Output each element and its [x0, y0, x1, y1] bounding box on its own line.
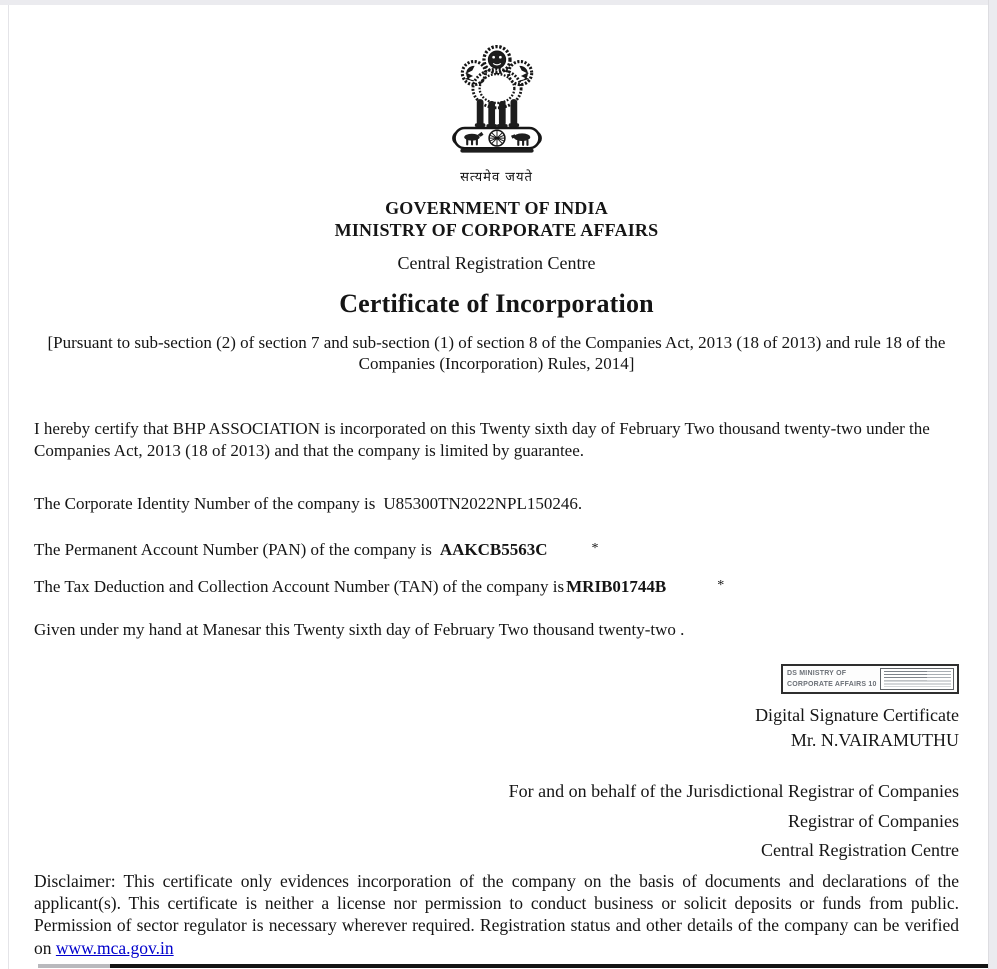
certificate-page: [9, 5, 988, 969]
emblem-motto: सत्यमेव जयते: [460, 170, 533, 185]
stamp-microtext-panel: [880, 668, 954, 690]
bottom-table-rule: [38, 964, 988, 968]
digital-signature-stamp: [781, 664, 959, 694]
stamp-microtext-lines-dense: [884, 671, 927, 681]
emblem-block: [34, 43, 959, 185]
digital-signature-certificate-label: Digital Signature Certificate: [755, 705, 959, 725]
stamp-label-line1: DS MINISTRY OF: [787, 670, 847, 677]
certification-paragraph: I hereby certify that BHP ASSOCIATION is incorporated on this Twenty sixth day of February Two thousand twenty-two under the Companies Act, 2013 (18 of 2013) and that the company is limited by guarantee.: [34, 419, 930, 460]
header-central-registration-centre: Central Registration Centre: [397, 253, 596, 273]
cin-value: U85300TN2022NPL150246.: [383, 494, 583, 513]
behalf-central-registration-centre: Central Registration Centre: [761, 840, 959, 860]
india-national-emblem-icon: [444, 43, 550, 161]
stamp-label-line2: CORPORATE AFFAIRS 10: [787, 680, 877, 688]
disclaimer-text: Disclaimer: This certificate only evidences incorporation of the company on the basis of documents and declarations of the applicant(s). This certificate is neither a license nor permission to conduct business or solicit deposits or funds from public. Permission of sector regulator is necessary wherever required. Registration status and other details of the company can be verified on: [34, 870, 959, 958]
document-title: Certificate of Incorporation: [339, 289, 654, 318]
cin-line: [34, 494, 959, 514]
signer-name: Mr. N.VAIRAMUTHU: [790, 729, 959, 750]
pan-footnote-marker: *: [591, 541, 599, 556]
stamp-label: [783, 666, 880, 692]
tan-value: MRIB01744B: [566, 577, 667, 596]
mca-website-link[interactable]: www.mca.gov.in: [55, 937, 174, 958]
pan-value: AAKCB5563C: [439, 540, 548, 559]
header-ministry: MINISTRY OF CORPORATE AFFAIRS: [334, 219, 659, 240]
page-edge-right: [988, 0, 997, 969]
behalf-jurisdictional-registrar: For and on behalf of the Jurisdictional Registrar of Companies: [508, 781, 959, 801]
tan-label: The Tax Deduction and Collection Account Number (TAN) of the company is: [34, 577, 565, 596]
tan-footnote-marker: *: [717, 578, 725, 593]
cin-label: The Corporate Identity Number of the company is: [34, 494, 376, 513]
given-under-hand-line: Given under my hand at Manesar this Twenty sixth day of February Two thousand twenty-two .: [34, 620, 685, 639]
pursuant-clause: [Pursuant to sub-section (2) of section 7 and sub-section (1) of section 8 of the Companies Act, 2013 (18 of 2013) and rule 18 of the Companies (Incorporation) Rules, 2014]: [47, 333, 946, 373]
pan-line: [34, 540, 959, 560]
behalf-registrar-of-companies: Registrar of Companies: [788, 810, 959, 831]
tan-line: [34, 577, 959, 597]
disclaimer-paragraph: [34, 870, 959, 960]
header-government-of-india: GOVERNMENT OF INDIA: [385, 198, 608, 218]
pan-label: The Permanent Account Number (PAN) of the company is: [34, 540, 432, 559]
